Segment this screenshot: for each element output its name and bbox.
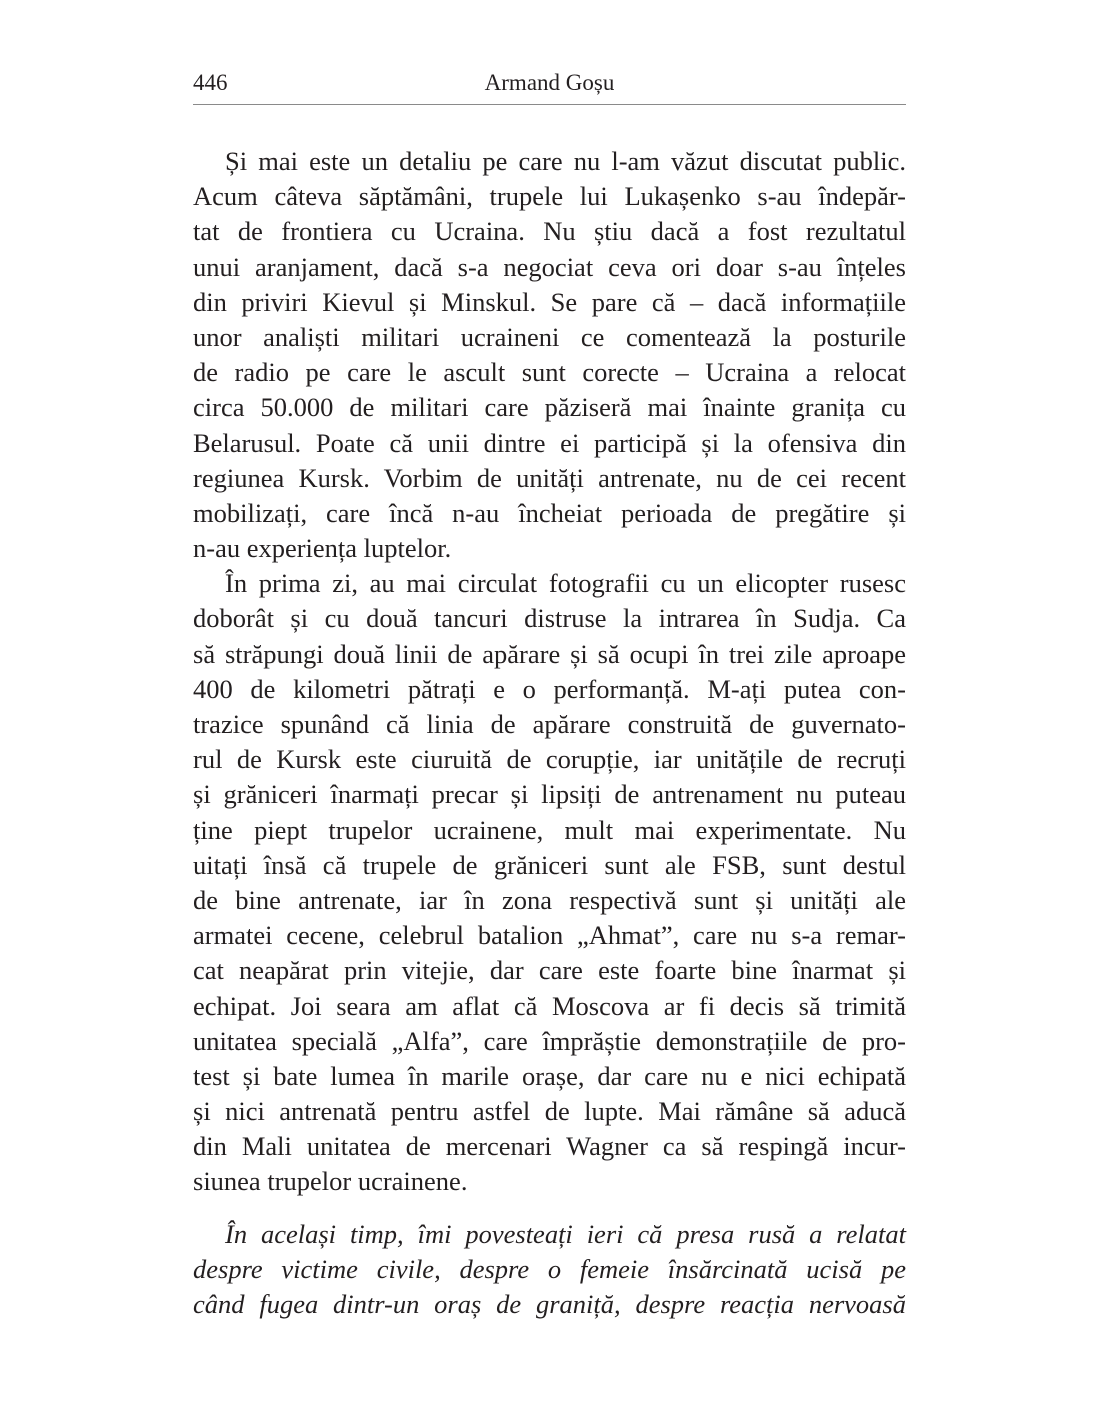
text-line: trazice spunând că linia de apărare construită de guvernato- xyxy=(193,709,906,739)
page-header xyxy=(193,70,906,100)
text-line: și grăniceri înarmați precar și lipsiți de antrenament nu puteau xyxy=(193,779,906,810)
header-rule xyxy=(193,104,906,105)
text-line: n-au experiența luptelor. xyxy=(193,533,452,564)
text-line: rul de Kursk este ciuruită de corupție, iar unitățile de recruți xyxy=(193,744,906,775)
text-line: ține piept trupelor ucrainene, mult mai experimentate. Nu xyxy=(193,814,906,845)
page-body xyxy=(193,144,906,1322)
text-line: doborât și cu două tancuri distruse la intrarea în Sudja. Ca xyxy=(193,603,906,634)
text-line: unitatea specială „Alfa”, care împrăștie demonstrațiile de pro- xyxy=(193,1025,906,1056)
text-line: regiunea Kursk. Vorbim de unități antrenate, nu de cei recent xyxy=(193,462,906,493)
text-line: de bine antrenate, iar în zona respectivă sunt și unități ale xyxy=(193,884,906,915)
text-line: armatei cecene, celebrul batalion „Ahmat”, care nu s-a remar- xyxy=(193,920,906,951)
text-line: echipat. Joi seara am aflat că Moscova ar fi decis să trimită xyxy=(193,990,906,1021)
text-line: mobilizați, care încă n-au încheiat perioada de pregătire și xyxy=(193,497,906,528)
text-line: de radio pe care le ascult sunt corecte – Ucraina a relocat xyxy=(193,357,906,388)
paragraph-2 xyxy=(193,566,906,1199)
text-line: când fugea dintr-un oraș de graniță, despre reacția nervoasă xyxy=(193,1289,906,1319)
text-line: test și bate lumea în marile orașe, dar care nu e nici echipată xyxy=(193,1060,906,1091)
interview-question xyxy=(193,1217,906,1323)
text-line: din Mali unitatea de mercenari Wagner ca să respingă incur- xyxy=(193,1131,906,1162)
text-line: În același timp, îmi povesteați ieri că presa rusă a relatat xyxy=(225,1218,906,1249)
text-line: unui aranjament, dacă s-a negociat ceva ori doar s-au înțeles xyxy=(193,251,906,282)
running-title: Armand Goșu xyxy=(484,70,615,95)
text-line: despre victime civile, despre o femeie însărcinată ucisă pe xyxy=(193,1253,906,1284)
text-line: unor analiști militari ucraineni ce comentează la posturile xyxy=(193,321,906,352)
text-line: din priviri Kievul și Minskul. Se pare că – dacă informațiile xyxy=(193,286,906,317)
text-line: Belarusul. Poate că unii dintre ei participă și la ofensiva din xyxy=(193,427,906,458)
section-gap xyxy=(193,1200,906,1217)
text-line: 400 de kilometri pătrați e o performanță. M-ați putea con- xyxy=(193,673,906,704)
text-line: siunea trupelor ucrainene. xyxy=(193,1166,468,1197)
text-line: Acum câteva săptămâni, trupele lui Lukașenko s-au îndepăr- xyxy=(193,181,906,212)
text-line: Și mai este un detaliu pe care nu l-am văzut discutat public. xyxy=(225,146,906,176)
text-line: tat de frontiera cu Ucraina. Nu știu dacă a fost rezultatul xyxy=(193,216,906,247)
page-number: 446 xyxy=(193,70,228,95)
text-line: În prima zi, au mai circulat fotografii cu un elicopter rusesc xyxy=(225,568,906,599)
text-line: și nici antrenată pentru astfel de lupte. Mai rămâne să aducă xyxy=(193,1096,906,1127)
paragraph-1 xyxy=(193,144,906,566)
text-line: circa 50.000 de militari care păziseră mai înainte granița cu xyxy=(193,392,906,423)
text-line: cat neapărat prin vitejie, dar care este foarte bine înarmat și xyxy=(193,955,906,986)
text-line: să străpungi două linii de apărare și să ocupi în trei zile aproape xyxy=(193,638,906,669)
text-line: uitați însă că trupele de grăniceri sunt ale FSB, sunt destul xyxy=(193,849,906,880)
